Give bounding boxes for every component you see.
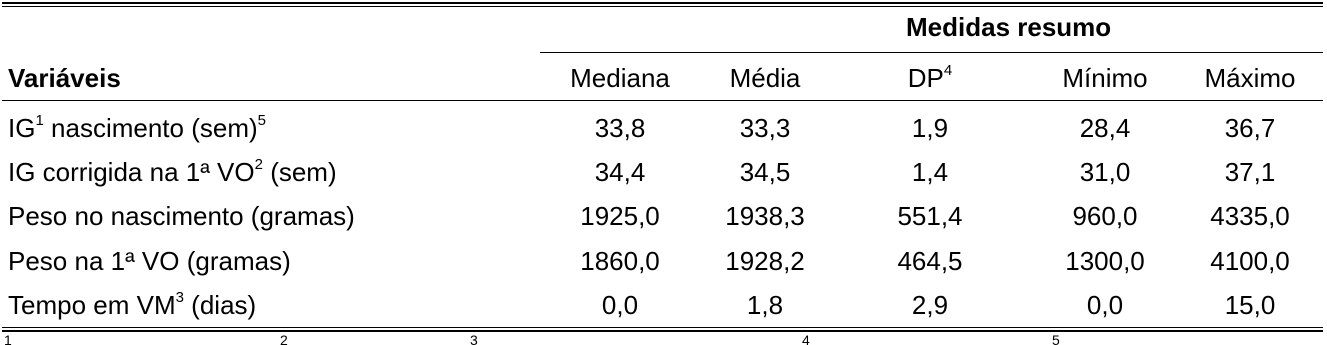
row-label bbox=[8, 246, 291, 276]
table-cell: 1,4 bbox=[911, 157, 949, 187]
table-cell: 2,9 bbox=[911, 290, 949, 320]
row-label bbox=[8, 157, 337, 187]
table-cell: 1928,2 bbox=[725, 246, 805, 276]
table-cell: 34,4 bbox=[594, 157, 646, 187]
dp-superscript: 4 bbox=[943, 62, 953, 80]
col-header-minimo: Mínimo bbox=[1062, 63, 1148, 93]
table-cell: 1,8 bbox=[746, 290, 784, 320]
table-cell: 4100,0 bbox=[1210, 246, 1290, 276]
table-cell: 37,1 bbox=[1224, 157, 1276, 187]
top-rule-inner bbox=[2, 6, 1323, 7]
row-label-text: (dias) bbox=[183, 290, 257, 320]
col-header-maximo: Máximo bbox=[1204, 63, 1296, 93]
table-cell: 4335,0 bbox=[1210, 201, 1290, 231]
table-cell: 0,0 bbox=[601, 290, 639, 320]
bottom-rule bbox=[2, 327, 1323, 328]
row-label-text: (sem) bbox=[262, 157, 337, 187]
row-label-text: Peso no nascimento (gramas) bbox=[8, 201, 355, 231]
top-rule bbox=[2, 2, 1323, 4]
row-label-superscript: 3 bbox=[175, 289, 184, 307]
table-cell: 1,9 bbox=[911, 113, 949, 143]
table-cell: 1938,3 bbox=[725, 201, 805, 231]
row-label-text: IG bbox=[8, 113, 36, 143]
table-cell: 1300,0 bbox=[1065, 246, 1145, 276]
table-cell: 33,3 bbox=[739, 113, 791, 143]
header-rule bbox=[2, 100, 1323, 101]
variables-header: Variáveis bbox=[8, 63, 121, 93]
row-label-text: Tempo em VM bbox=[8, 290, 176, 320]
table-cell: 31,0 bbox=[1079, 157, 1131, 187]
row-label-superscript: 1 bbox=[35, 112, 44, 130]
table-cell: 464,5 bbox=[897, 246, 963, 276]
table-cell: 960,0 bbox=[1072, 201, 1138, 231]
row-label bbox=[8, 201, 355, 231]
row-label bbox=[8, 290, 256, 320]
col-header-mediana: Mediana bbox=[570, 63, 670, 93]
footnote-fragment: 1 2 3 4 5 bbox=[4, 333, 1060, 345]
table-cell: 33,8 bbox=[594, 113, 646, 143]
group-header-rule bbox=[540, 52, 1323, 53]
table-cell: 551,4 bbox=[897, 201, 963, 231]
bottom-rule-inner bbox=[2, 330, 1323, 332]
row-label-text: nascimento (sem) bbox=[43, 113, 258, 143]
table-cell: 1860,0 bbox=[580, 246, 660, 276]
row-label-superscript: 2 bbox=[254, 156, 263, 174]
table-cell: 15,0 bbox=[1224, 290, 1276, 320]
col-header-media: Média bbox=[729, 63, 801, 93]
row-label bbox=[8, 113, 266, 143]
row-label-text: Peso na 1ª VO (gramas) bbox=[8, 246, 291, 276]
table-cell: 0,0 bbox=[1086, 290, 1124, 320]
row-label-superscript: 5 bbox=[257, 112, 266, 130]
table-cell: 34,5 bbox=[739, 157, 791, 187]
table-cell: 28,4 bbox=[1079, 113, 1131, 143]
table-cell: 36,7 bbox=[1224, 113, 1276, 143]
col-header-dp: $DP^4$ bbox=[907, 62, 953, 93]
row-label-text: IG corrigida na 1ª VO bbox=[8, 157, 255, 187]
table-cell: 1925,0 bbox=[580, 201, 660, 231]
group-header: Medidas resumo bbox=[906, 12, 1112, 42]
